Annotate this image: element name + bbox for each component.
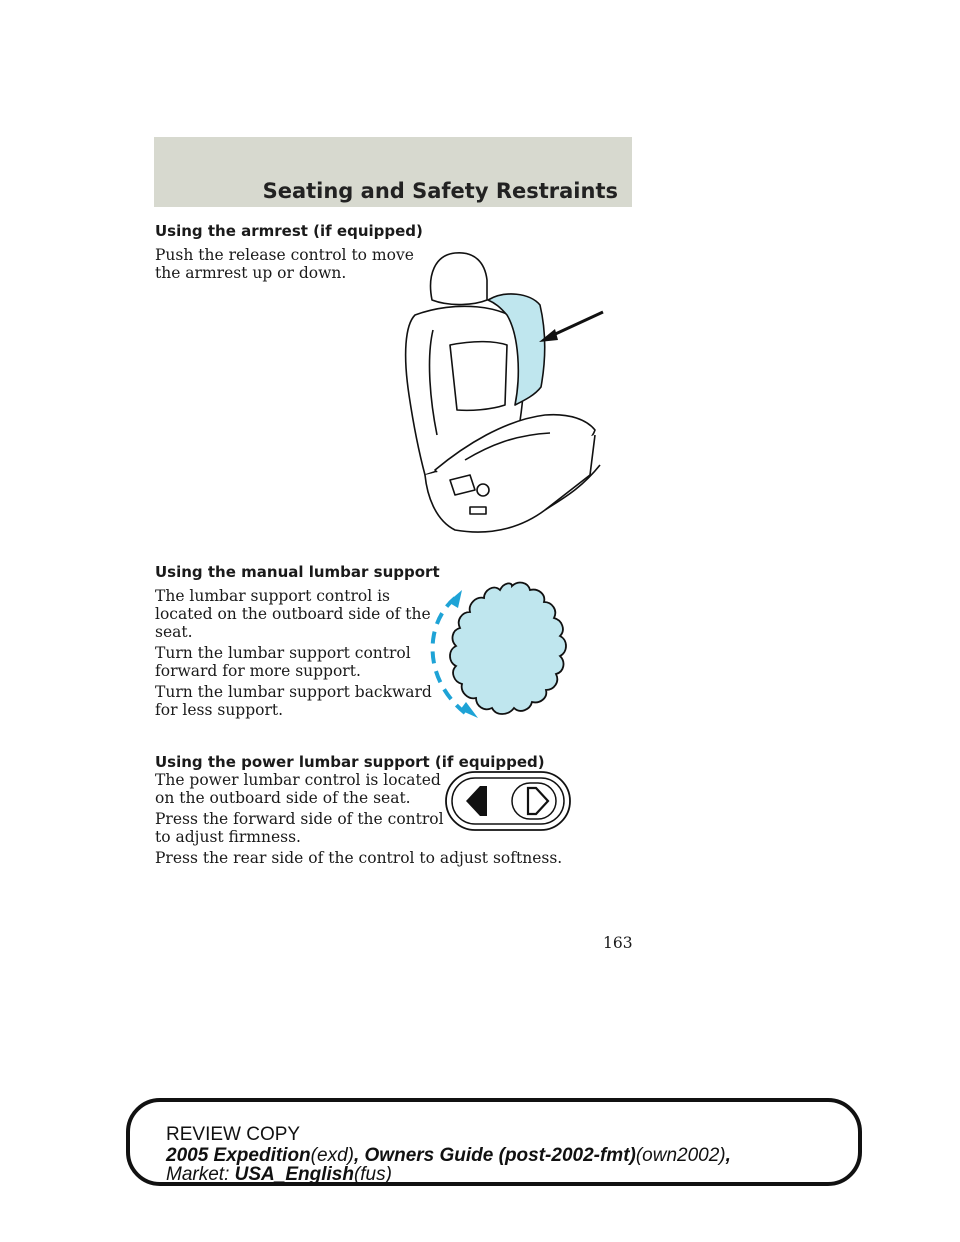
text-power-line4: to adjust firmness. — [155, 828, 301, 846]
text-manual-line5: forward for more support. — [155, 662, 361, 680]
heading-power-lumbar: Using the power lumbar support (if equipped) — [155, 753, 545, 771]
section-header-band — [154, 137, 632, 207]
page-number: 163 — [603, 934, 633, 952]
section-title: Seating and Safety Restraints — [262, 179, 618, 203]
footer-market-label: Market: — [166, 1164, 230, 1185]
footer-market: USA_English — [234, 1164, 354, 1185]
heading-manual-lumbar: Using the manual lumbar support — [155, 563, 440, 581]
footer-line1: REVIEW COPY — [166, 1124, 301, 1145]
seat-illustration — [395, 245, 615, 545]
text-manual-line1: The lumbar support control is — [155, 587, 390, 605]
text-power-line5: Press the rear side of the control to adjust softness. — [155, 849, 563, 867]
footer-guide: , Owners Guide (post-2002-fmt) — [353, 1145, 636, 1166]
arrow-head-bottom — [460, 702, 478, 718]
text-armrest-line2: the armrest up or down. — [155, 264, 347, 282]
text-power-line1: The power lumbar control is located — [155, 771, 441, 789]
footer-vehicle-code: (exd) — [310, 1145, 354, 1166]
footer-market-code: (fus) — [353, 1164, 392, 1185]
text-power-line3: Press the forward side of the control — [155, 810, 444, 828]
text-manual-line2: located on the outboard side of the — [155, 605, 431, 623]
power-lumbar-switch-illustration — [444, 770, 574, 834]
footer-guide-code: (own2002) — [635, 1145, 726, 1166]
text-manual-line3: seat. — [155, 623, 193, 641]
footer-comma: , — [725, 1145, 731, 1166]
lumbar-knob-illustration — [420, 578, 590, 728]
heading-armrest: Using the armrest (if equipped) — [155, 222, 423, 240]
footer-vehicle: 2005 Expedition — [166, 1145, 311, 1166]
text-armrest-line1: Push the release control to move — [155, 246, 414, 264]
knob-dial — [450, 583, 566, 714]
text-manual-line6: Turn the lumbar support backward — [155, 683, 432, 701]
text-manual-line4: Turn the lumbar support control — [155, 644, 411, 662]
text-power-line2: on the outboard side of the seat. — [155, 789, 411, 807]
footer-line3 — [166, 1164, 392, 1186]
text-manual-line7: for less support. — [155, 701, 284, 719]
